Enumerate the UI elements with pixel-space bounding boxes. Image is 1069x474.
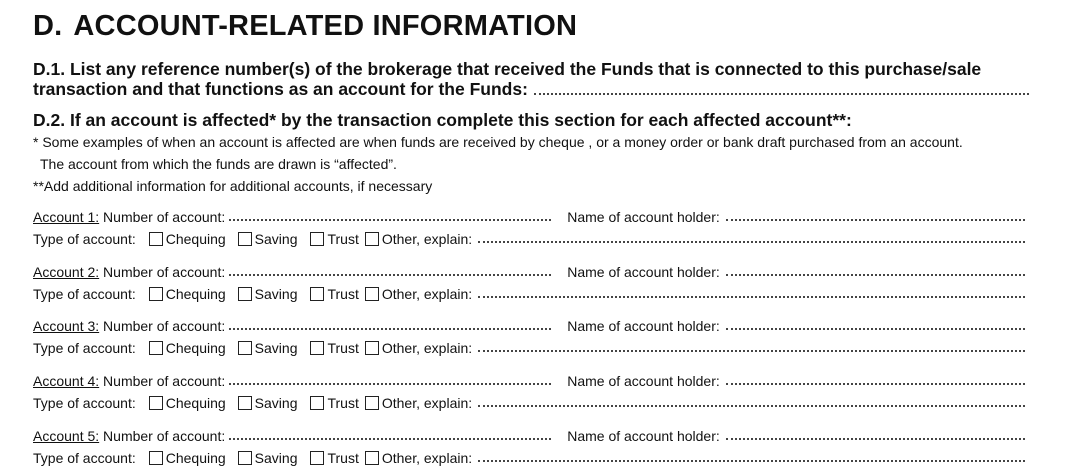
trust-label: Trust [327,395,359,411]
account-1-number-row [33,207,1029,225]
chequing-option[interactable] [149,395,226,411]
trust-checkbox[interactable] [310,396,324,410]
type-of-account-label: Type of account: [33,450,136,466]
d2-note-affected: The account from which the funds are drawn is “affected”. [40,156,397,172]
account-3-number-row [33,316,1029,334]
other-checkbox[interactable] [365,341,379,355]
d1-reference-number-field[interactable] [534,93,1029,95]
trust-checkbox[interactable] [310,451,324,465]
d2-note-examples: * Some examples of when an account is affected are when funds are received by cheque , or a money order or bank draft purchased from an account. [33,134,963,150]
saving-label: Saving [254,340,298,356]
section-title-text: ACCOUNT-RELATED INFORMATION [73,10,578,42]
saving-checkbox[interactable] [238,341,252,355]
saving-option[interactable] [238,231,298,247]
account-holder-field[interactable] [726,383,1025,385]
other-checkbox[interactable] [365,287,379,301]
account-holder-field[interactable] [726,328,1025,330]
d1-question [33,59,1033,99]
other-explain-field[interactable] [478,296,1025,298]
trust-label: Trust [327,450,359,466]
saving-option[interactable] [238,286,298,302]
saving-checkbox[interactable] [238,232,252,246]
other-checkbox[interactable] [365,396,379,410]
chequing-label: Chequing [165,395,226,411]
d2-note-additional: **Add additional information for additional accounts, if necessary [33,178,433,194]
type-of-account-label: Type of account: [33,286,136,302]
d2-heading: D.2. If an account is affected* by the transaction complete this section for each affected account**: [33,110,852,130]
account-5-number-row [33,426,1029,444]
other-explain-field[interactable] [478,241,1025,243]
saving-label: Saving [254,286,298,302]
trust-checkbox[interactable] [310,287,324,301]
other-option[interactable] [365,286,472,302]
account-holder-label: Name of account holder: [567,318,720,334]
account-number-field[interactable] [229,438,551,440]
account-3-label: Account 3: [33,318,100,334]
saving-option[interactable] [238,340,298,356]
chequing-label: Chequing [165,450,226,466]
trust-option[interactable] [310,395,358,411]
chequing-label: Chequing [165,231,226,247]
account-2-number-row [33,262,1029,280]
account-4-number-row [33,371,1029,389]
chequing-checkbox[interactable] [149,451,163,465]
other-checkbox[interactable] [365,451,379,465]
number-of-account-label: Number of account: [103,428,226,444]
account-number-field[interactable] [229,328,551,330]
chequing-option[interactable] [149,231,226,247]
d1-text-line2: transaction and that functions as an account for the Funds: [33,79,528,99]
chequing-option[interactable] [149,450,226,466]
saving-option[interactable] [238,395,298,411]
chequing-option[interactable] [149,286,226,302]
trust-label: Trust [327,231,359,247]
account-2-type-row [33,284,1029,302]
other-option[interactable] [365,450,472,466]
other-label: Other, explain: [381,286,473,302]
other-option[interactable] [365,231,472,247]
account-holder-label: Name of account holder: [567,428,720,444]
other-explain-field[interactable] [478,405,1025,407]
account-5-label: Account 5: [33,428,100,444]
saving-option[interactable] [238,450,298,466]
other-checkbox[interactable] [365,232,379,246]
saving-label: Saving [254,450,298,466]
saving-checkbox[interactable] [238,396,252,410]
other-option[interactable] [365,340,472,356]
trust-checkbox[interactable] [310,341,324,355]
account-1-label: Account 1: [33,209,100,225]
number-of-account-label: Number of account: [103,264,226,280]
trust-checkbox[interactable] [310,232,324,246]
trust-label: Trust [327,340,359,356]
number-of-account-label: Number of account: [103,209,226,225]
chequing-checkbox[interactable] [149,341,163,355]
trust-option[interactable] [310,286,358,302]
other-option[interactable] [365,395,472,411]
account-3-type-row [33,338,1029,356]
saving-label: Saving [254,395,298,411]
trust-label: Trust [327,286,359,302]
account-5-type-row [33,448,1029,466]
section-title [33,10,577,43]
account-holder-field[interactable] [726,438,1025,440]
chequing-label: Chequing [165,340,226,356]
other-label: Other, explain: [381,450,473,466]
other-explain-field[interactable] [478,350,1025,352]
saving-checkbox[interactable] [238,287,252,301]
chequing-checkbox[interactable] [149,396,163,410]
account-holder-label: Name of account holder: [567,373,720,389]
other-label: Other, explain: [381,231,473,247]
account-holder-field[interactable] [726,274,1025,276]
account-holder-field[interactable] [726,219,1025,221]
d1-text-line1: D.1. List any reference number(s) of the brokerage that received the Funds that is connected to this purchase/sale [33,59,982,79]
account-holder-label: Name of account holder: [567,264,720,280]
type-of-account-label: Type of account: [33,395,136,411]
account-number-field[interactable] [229,274,551,276]
section-letter: D. [33,10,63,42]
trust-option[interactable] [310,231,358,247]
chequing-label: Chequing [165,286,226,302]
account-1-type-row [33,229,1029,247]
other-label: Other, explain: [381,340,473,356]
trust-option[interactable] [310,340,358,356]
number-of-account-label: Number of account: [103,318,226,334]
type-of-account-label: Type of account: [33,340,136,356]
saving-label: Saving [254,231,298,247]
account-holder-label: Name of account holder: [567,209,720,225]
account-number-field[interactable] [229,219,551,221]
account-number-field[interactable] [229,383,551,385]
number-of-account-label: Number of account: [103,373,226,389]
account-4-label: Account 4: [33,373,100,389]
other-explain-field[interactable] [478,460,1025,462]
account-4-type-row [33,393,1029,411]
chequing-option[interactable] [149,340,226,356]
chequing-checkbox[interactable] [149,287,163,301]
saving-checkbox[interactable] [238,451,252,465]
chequing-checkbox[interactable] [149,232,163,246]
trust-option[interactable] [310,450,358,466]
account-2-label: Account 2: [33,264,100,280]
other-label: Other, explain: [381,395,473,411]
type-of-account-label: Type of account: [33,231,136,247]
